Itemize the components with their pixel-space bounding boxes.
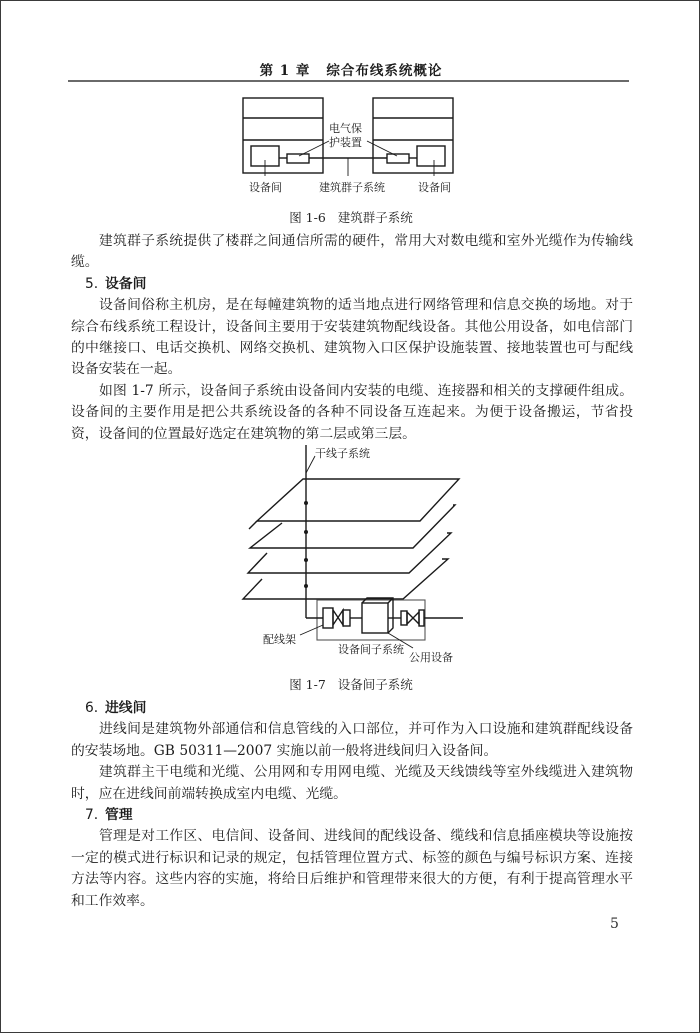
left-building [243,98,323,173]
section-5-heading [71,274,633,295]
section-5-title: 设备间 [104,275,147,292]
section-6-paragraph-1: 进线间是建筑物外部通信和信息管线的入口部位，并可作为入口设施和建筑群配线设备的安装场地。GB 50311—2007 实施以前一般将进线间归入设备间。 [71,721,633,759]
figure-1-7-equipment-room-subsystem [235,443,465,665]
right-protection-device [387,154,409,163]
equipment-room-label-right: 设备间 [418,181,451,194]
section-7-title: 管理 [104,807,133,824]
section-6-number: 6. [85,700,99,716]
common-equipment-label: 公用设备 [409,651,453,664]
floor-plane-3 [248,533,451,573]
figure-1-7-number: 图 1-7 [289,677,326,692]
figure-1-6-campus-subsystem [237,96,477,201]
chapter-number: 第 1 章 [259,63,311,79]
text-block-1 [71,231,633,445]
floor-plane-1 [257,479,459,521]
common-equipment-cube [362,603,388,633]
right-building [373,98,453,173]
header-rule [68,80,629,82]
section-5-paragraph-2: 如图 1-7 所示，设备间子系统由设备间内安装的电缆、连接器和相关的支撑硬件组成。设备间的主要作用是把公共系统设备的各种不同设备互连起来。为便于设备搬运，节省投资，设备间的位置最好选定在建筑物的第二层或第三层。 [71,382,633,442]
text-block-2 [71,698,633,912]
protection-device-label-2: 护装置 [329,136,362,149]
patch-panel [323,608,333,628]
section-5-number: 5. [85,275,99,292]
protection-device-label-1: 电气保 [329,122,362,135]
paragraph-campus: 建筑群子系统提供了楼群之间通信所需的硬件，常用大对数电缆和室外光缆作为传输线缆。 [71,233,633,271]
figure-1-7-title: 设备间子系统 [337,677,413,692]
section-5-paragraph-1: 设备间俗称主机房，是在每幢建筑物的适当地点进行网络管理和信息交换的场地。对于综合布线系统工程设计，设备间主要用于安装建筑物配线设备。其他公用设备，如电信部门的中继接口、电话交换机、网络交换机、建筑物入口区保护设施装置、接地装置也可与配线设备安装在一起。 [71,297,633,378]
section-7-number: 7. [85,807,99,824]
running-header [1,59,700,79]
floor-plane-2 [250,505,455,548]
equipment-room-subsystem-label: 设备间子系统 [338,643,404,656]
section-7-paragraph-1: 管理是对工作区、电信间、设备间、进线间的配线设备、缆线和信息插座模块等设施按一定的模式进行标识和记录的规定，包括管理位置方式、标签的颜色与编号标识方案、连接方法等内容。这些内容的实施，将给日后维护和管理带来很大的方便，有利于提高管理水平和工作效率。 [71,828,633,909]
campus-subsystem-label: 建筑群子系统 [319,181,385,194]
figure-1-7-caption [1,675,700,693]
left-protection-device [287,154,309,163]
figure-1-6-number: 图 1-6 [289,210,326,225]
patch-panel-label: 配线架 [263,633,296,646]
section-6-paragraph-2: 建筑群主干电缆和光缆、公用网和专用网电缆、光缆及天线馈线等室外线缆进入建筑物时，应在进线间前端转换成室内电缆、光缆。 [71,764,633,802]
backbone-subsystem-label: 干线子系统 [315,447,370,460]
section-6-title: 进线间 [104,700,147,716]
figure-1-6-title: 建筑群子系统 [337,210,413,225]
section-6-heading [71,698,633,719]
right-equipment-room-box [417,146,445,166]
chapter-title: 综合布线系统概论 [326,63,443,79]
page-number: 5 [610,916,619,932]
equipment-room-label-left: 设备间 [249,181,282,194]
section-7-heading [71,805,633,826]
figure-1-6-caption [1,208,700,226]
